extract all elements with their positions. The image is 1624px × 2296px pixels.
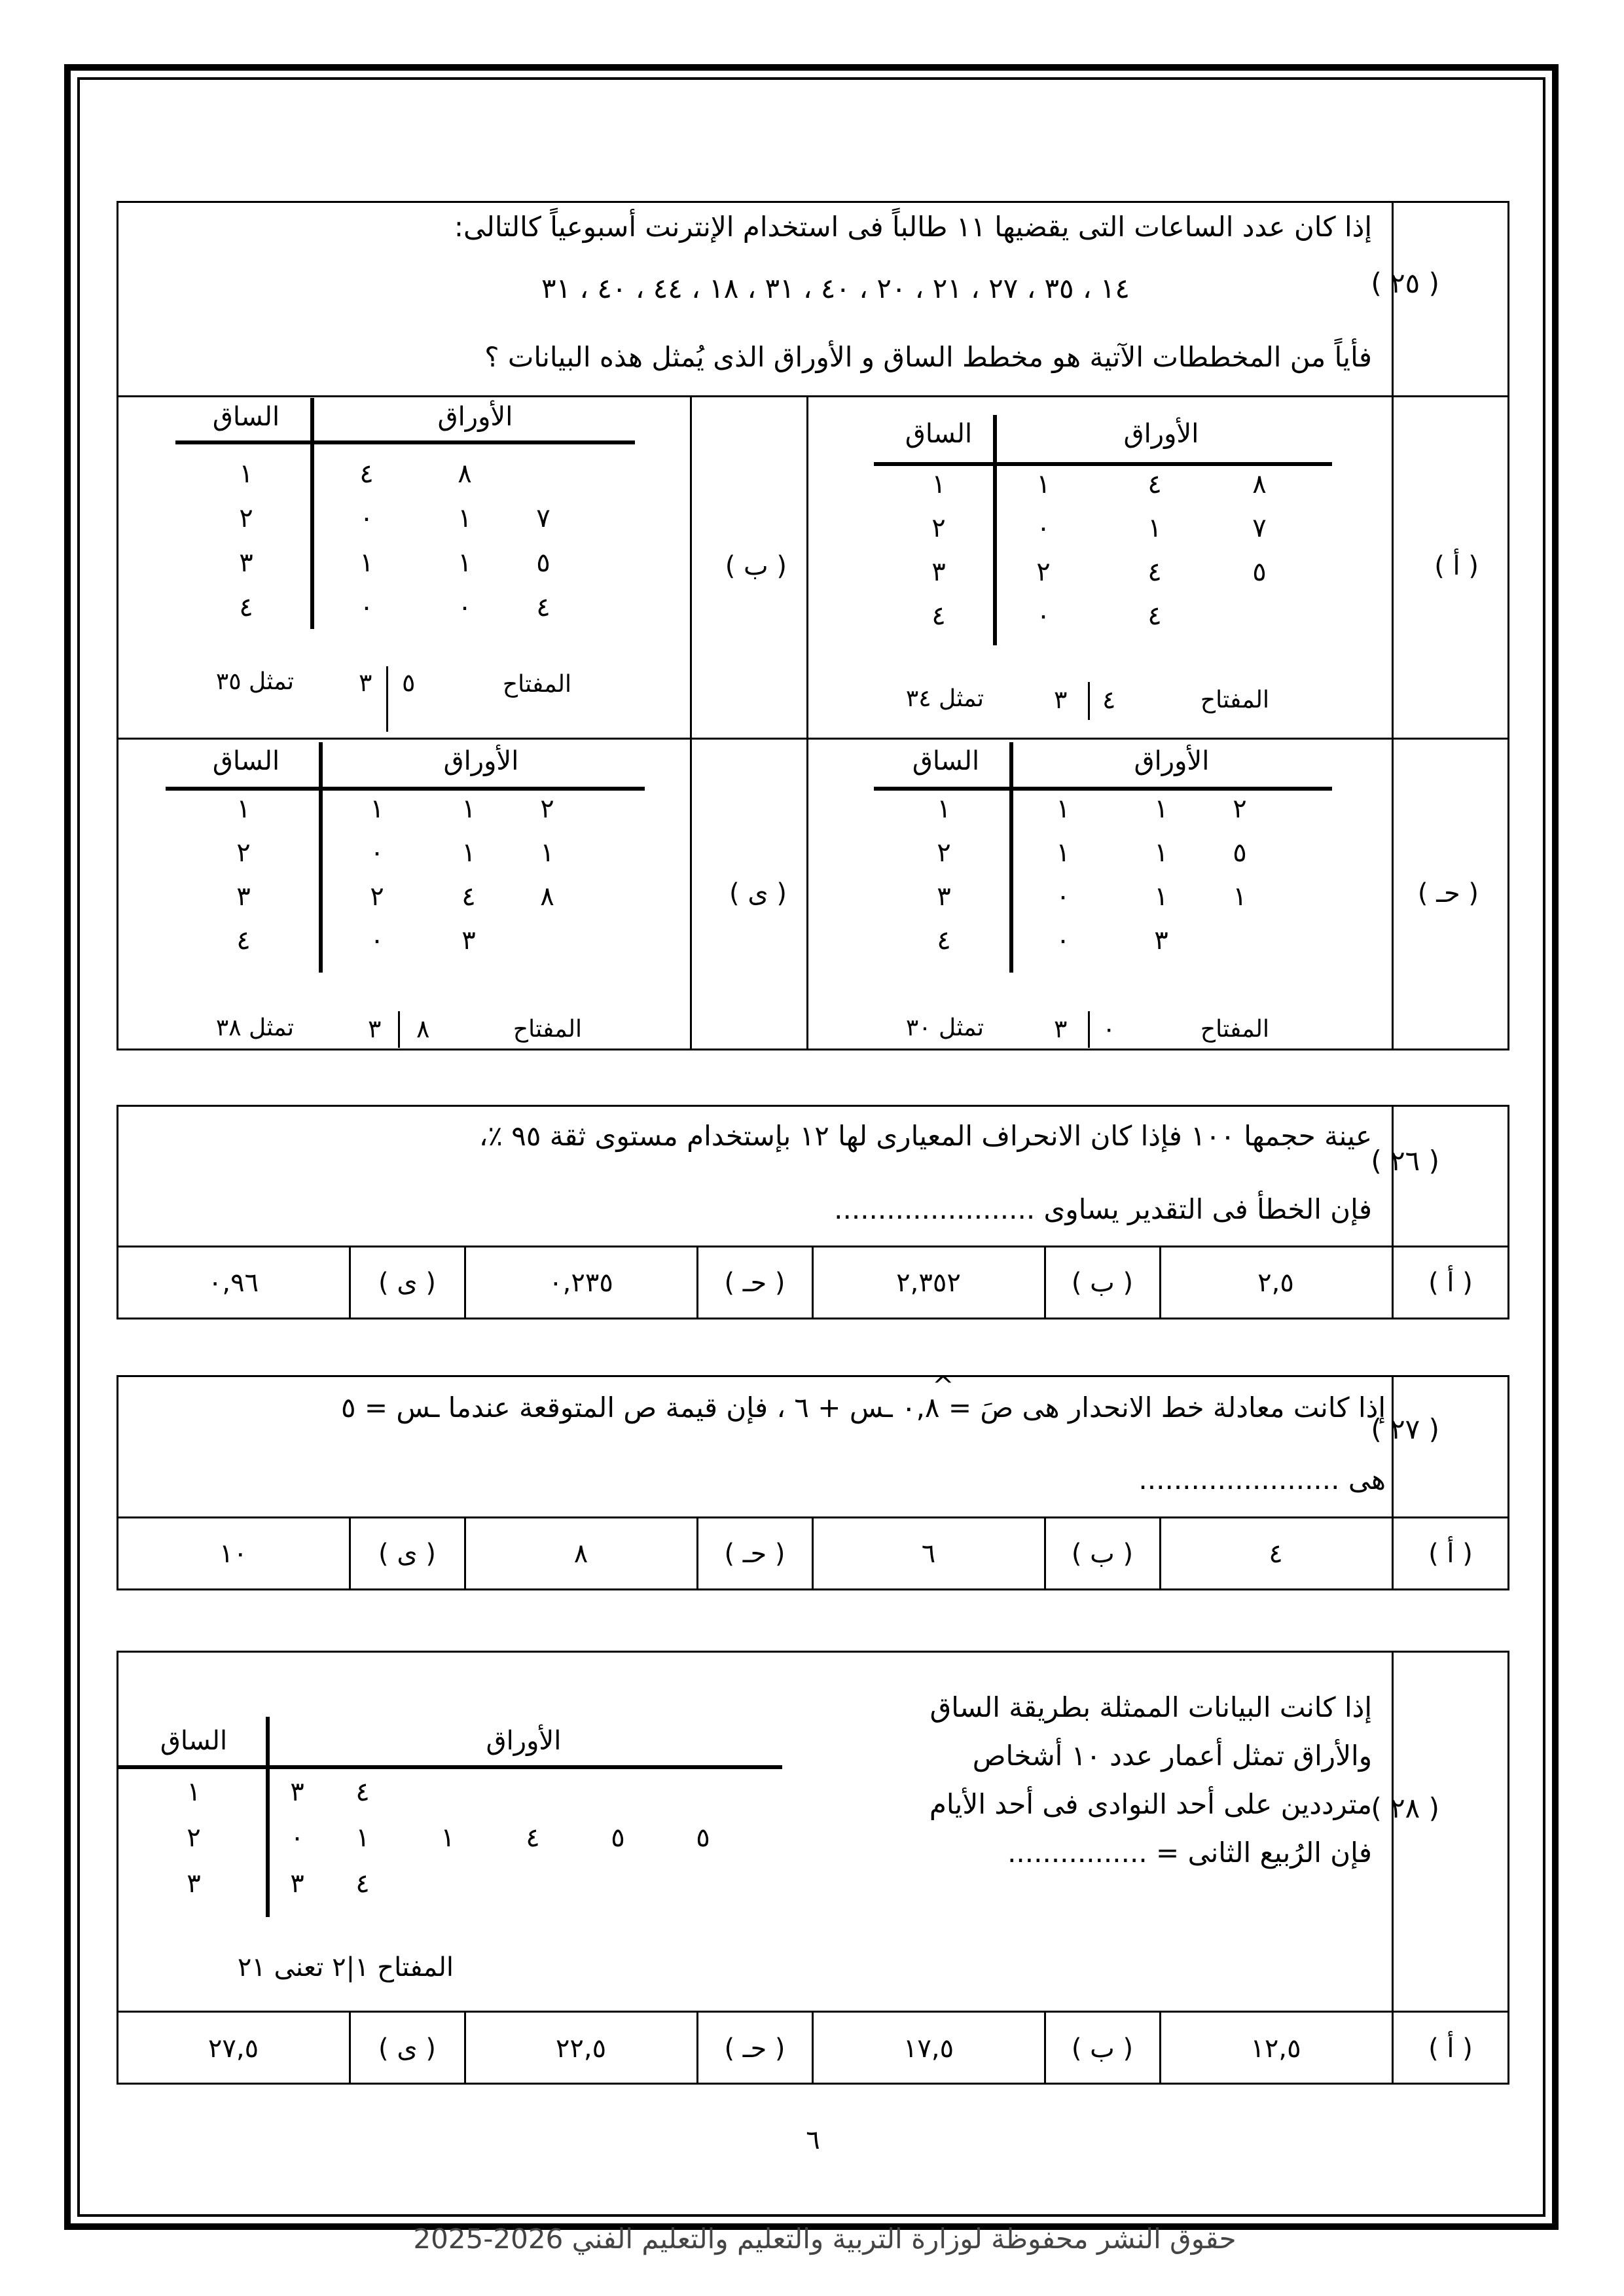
rule-line [1392, 1105, 1394, 1319]
text-q25-plot_d-leaves-1-2: ١ [540, 838, 554, 868]
question-number: ( ٢٧ ) [1371, 1413, 1439, 1445]
text-q25-plot_a-stems-3: ٤ [931, 601, 946, 631]
text-q25-plot_b-stems-0: ١ [239, 459, 253, 489]
text-q25-plot_c-stems-2: ٣ [937, 882, 951, 912]
text-q28-plot-leaves-1-0: ٠ [290, 1823, 304, 1853]
text-q28-plot-leaves-1-2: ١ [441, 1823, 455, 1853]
rule-line [175, 440, 635, 444]
choice-a-value[interactable]: ١٢,٥ [1250, 2034, 1301, 2064]
text-q25-plot_c-stems-0: ١ [937, 794, 951, 824]
text-q25-plot_a-leaves-0-0: ١ [1036, 469, 1051, 499]
text-q25-plot_a-key_leaf: ٤ [1102, 685, 1116, 714]
rule-line [319, 742, 323, 973]
text-q25-plot_c-leaves-0-2: ٢ [1233, 794, 1247, 824]
text-q25-plot_b-leaves-1-2: ٧ [536, 503, 550, 533]
text-q25-plot_b-leaves-3-2: ٤ [536, 592, 550, 622]
text-q25-plot_d-leaves-1-0: ٠ [370, 838, 384, 868]
question-number: ( ٢٥ ) [1371, 267, 1439, 299]
text-q25-plot_a-leaves-2-0: ٢ [1036, 557, 1051, 587]
text-q25-plot_a-stems-2: ٣ [931, 557, 946, 587]
choice-d-value[interactable]: ١٠ [219, 1539, 247, 1569]
choice-d-value[interactable]: ٠,٩٦ [208, 1268, 259, 1298]
rule-line [874, 462, 1332, 466]
choice-d-label[interactable]: ( ى ) [729, 878, 787, 908]
text-q28-plot-leaves-0-0: ٣ [290, 1777, 304, 1807]
data-values: ١٤ ، ٣٥ ، ٢٧ ، ٢١ ، ٢٠ ، ٤٠ ، ٣١ ، ١٨ ، ٤٤ ، ٤٠ ، ٣١ [541, 272, 1130, 304]
text-q25-plot_b-stems-2: ٣ [239, 548, 253, 578]
text-q25-plot_a-leaves-2-2: ٥ [1252, 557, 1267, 587]
question-text-line-1: إذا كانت البيانات الممثلة بطريقة الساق [929, 1691, 1372, 1723]
question-text: إذا كانت معادلة خط الانحدار هى صَ = ٠,٨ ـس + ٦ ، فإن قيمة ص المتوقعة عندما ـس = ٥ [340, 1391, 1386, 1424]
rule-line [166, 787, 645, 791]
text-q28-plot-leaves-1-3: ٤ [526, 1823, 540, 1853]
text-q25-plot_a-leaves-3-1: ٤ [1147, 601, 1162, 631]
rule-line [1392, 1375, 1394, 1590]
text-q25-plot_c-key_meaning: تمثل ٣٠ [905, 1014, 984, 1041]
text-q25-plot_c-leaves-0-0: ١ [1056, 794, 1070, 824]
choice-b-label[interactable]: ( ب ) [725, 551, 787, 581]
text-q25-plot_c-leaves-1-0: ١ [1056, 838, 1070, 868]
text-q25-plot_d-leaves-0-0: ١ [370, 794, 384, 824]
text-q25-plot_a-key_stem: ٣ [1054, 685, 1068, 714]
question-text-line-3: مترددين على أحد النوادى فى أحد الأيام [929, 1788, 1372, 1820]
choice-c-label[interactable]: ( حـ ) [1417, 878, 1479, 908]
rule-line [806, 395, 808, 1050]
text-q28-plot-leaves-1-5: ٥ [696, 1823, 710, 1853]
text-q25-plot_c-leaves-0-1: ١ [1154, 794, 1168, 824]
text-q25-plot_d-stem_title: الساق [212, 746, 280, 776]
choice-c-value[interactable]: ٠,٢٣٥ [549, 1268, 613, 1298]
text-q25-plot_a-stem_title: الساق [905, 419, 973, 449]
text-q28-plot-stems-1: ٢ [187, 1823, 201, 1853]
text-q25-plot_d-leaves-0-1: ١ [461, 794, 476, 824]
rule-line [386, 666, 388, 732]
question-text-line-2: والأراق تمثل أعمار عدد ١٠ أشخاص [972, 1740, 1372, 1772]
rule-line [1088, 1011, 1090, 1048]
question-text-2: فإن الخطأ فى التقدير يساوى ....................... [834, 1193, 1372, 1225]
rule-line [118, 1765, 782, 1769]
choice-a-label[interactable]: ( أ ) [1428, 1539, 1473, 1569]
text-q25-plot_b-stems-1: ٢ [239, 503, 253, 533]
text-q25-plot_b-stem_title: الساق [212, 402, 280, 432]
rule-line [1392, 201, 1394, 1050]
choice-c-value[interactable]: ٢٢,٥ [555, 2034, 607, 2064]
text-q25-plot_b-leaves-2-1: ١ [458, 548, 472, 578]
question-text-2: هى ....................... [1138, 1463, 1386, 1496]
text-q28-plot-leaves-2-0: ٣ [290, 1869, 304, 1899]
text-q25-plot_c-leaves-2-2: ١ [1233, 882, 1247, 912]
choice-b-label[interactable]: ( ب ) [1071, 1539, 1134, 1569]
text-q25-plot_d-key_stem: ٣ [368, 1014, 382, 1043]
text-q25-plot_d-leaf_title: الأوراق [443, 746, 519, 776]
text-q25-plot_a-leaves-2-1: ٤ [1147, 557, 1162, 587]
rule-line [117, 395, 1509, 397]
question-number: ( ٢٦ ) [1371, 1145, 1439, 1177]
text-q25-plot_d-leaves-1-1: ١ [461, 838, 476, 868]
text-q25-plot_b-leaves-0-0: ٤ [359, 459, 374, 489]
text-q25-plot_c-leaves-2-0: ٠ [1056, 882, 1070, 912]
choice-d-label[interactable]: ( ى ) [378, 1539, 436, 1569]
copyright-footer: حقوق النشر محفوظة لوزارة التربية والتعليم والتعليم الفني 2026-2025 [413, 2223, 1236, 2255]
rule-line [1009, 742, 1013, 973]
text-q25-plot_a-leaves-0-2: ٨ [1252, 469, 1267, 499]
text-q25-plot_d-leaves-2-0: ٢ [370, 882, 384, 912]
rule-line [117, 738, 1509, 740]
text-q25-plot_b-leaves-1-1: ١ [458, 503, 472, 533]
text-q25-plot_d-stems-0: ١ [236, 794, 251, 824]
text-q25-plot_b-leaves-3-0: ٠ [359, 592, 374, 622]
text-q25-plot_b-key_meaning: تمثل ٣٥ [215, 668, 294, 695]
text-q25-plot_d-key_label: المفتاح [513, 1016, 582, 1043]
text-q25-plot_c-leaves-1-1: ١ [1154, 838, 1168, 868]
rule-line [874, 787, 1332, 791]
text-q25-plot_d-key_meaning: تمثل ٣٨ [215, 1014, 294, 1041]
text-q25-plot_b-leaves-2-2: ٥ [536, 548, 550, 578]
text-q25-plot_c-stem_title: الساق [912, 746, 980, 776]
rule-line [266, 1717, 270, 1917]
text-q28-plot-stems-2: ٣ [187, 1869, 201, 1899]
choice-b-label[interactable]: ( ب ) [1071, 1268, 1134, 1298]
text-q25-plot_a-leaf_title: الأوراق [1123, 419, 1199, 449]
rule-line [1392, 2011, 1394, 2085]
choice-b-value[interactable]: ٦ [921, 1539, 936, 1569]
text-q25-plot_d-key_leaf: ٨ [416, 1014, 430, 1043]
choice-a-label[interactable]: ( أ ) [1434, 551, 1479, 581]
text-q25-plot_a-stems-1: ٢ [931, 513, 946, 543]
text-q25-plot_d-leaves-2-1: ٤ [461, 882, 476, 912]
choice-a-value[interactable]: ٤ [1269, 1539, 1283, 1569]
text-q25-plot_a-leaves-3-0: ٠ [1036, 601, 1051, 631]
text-q25-plot_c-leaves-2-1: ١ [1154, 882, 1168, 912]
text-q25-plot_c-leaves-3-0: ٠ [1056, 925, 1070, 956]
text-q28-plot-leaves-2-1: ٤ [355, 1869, 370, 1899]
question-number: ( ٢٨ ) [1371, 1792, 1439, 1824]
choice-c-label[interactable]: ( حـ ) [724, 2034, 785, 2064]
choice-b-value[interactable]: ١٧,٥ [903, 2034, 954, 2064]
text-q25-plot_c-stems-1: ٢ [937, 838, 951, 868]
text-q25-plot_a-leaves-1-2: ٧ [1252, 513, 1267, 543]
text-q25-plot_a-key_meaning: تمثل ٣٤ [905, 685, 984, 712]
choice-d-label[interactable]: ( ى ) [378, 2034, 436, 2064]
q25-box [117, 201, 1509, 1050]
choice-c-label[interactable]: ( حـ ) [724, 1268, 785, 1298]
text-q25-plot_c-leaf_title: الأوراق [1134, 746, 1210, 776]
text-q25-plot_a-leaves-0-1: ٤ [1147, 469, 1162, 499]
text-q28-plot-leaves-0-1: ٤ [355, 1777, 370, 1807]
text-q25-plot_b-leaves-1-0: ٠ [359, 503, 374, 533]
text-q28-plot-leaves-1-4: ٥ [611, 1823, 625, 1853]
choice-a-value[interactable]: ٢,٥ [1257, 1268, 1294, 1298]
rule-line [1088, 682, 1090, 720]
text-q28-plot-leaf_title: الأوراق [486, 1726, 562, 1756]
text-q25-plot_a-stems-0: ١ [931, 469, 946, 499]
text-q28-plot-stems-0: ١ [187, 1777, 201, 1807]
text-q25-plot_a-leaves-1-0: ٠ [1036, 513, 1051, 543]
text-q25-plot_b-key_stem: ٣ [359, 668, 372, 697]
text-q25-plot_d-stems-3: ٤ [236, 925, 251, 956]
rule-line [310, 398, 314, 629]
choice-c-value[interactable]: ٨ [573, 1539, 588, 1569]
hat-symbol: ^ [932, 1371, 954, 1401]
text-q25-plot_a-key_label: المفتاح [1200, 687, 1269, 713]
text-q25-plot_d-leaves-2-2: ٨ [540, 882, 554, 912]
choice-c-label[interactable]: ( حـ ) [724, 1539, 785, 1569]
text-q25-plot_c-stems-3: ٤ [937, 925, 951, 956]
text-q25-plot_d-stems-2: ٣ [236, 882, 251, 912]
rule-line [398, 1011, 400, 1048]
choice-a-label[interactable]: ( أ ) [1428, 2034, 1473, 2064]
text-q25-plot_c-key_leaf: ٠ [1102, 1014, 1116, 1043]
text-q25-plot_c-leaves-1-2: ٥ [1233, 838, 1247, 868]
choice-b-label[interactable]: ( ب ) [1071, 2034, 1134, 2064]
choice-d-value[interactable]: ٢٧,٥ [208, 2034, 259, 2064]
text-q25-plot_b-leaves-2-0: ١ [359, 548, 374, 578]
text-q25-plot_d-leaves-0-2: ٢ [540, 794, 554, 824]
choice-b-value[interactable]: ٢,٣٥٢ [896, 1268, 961, 1298]
text-q25-plot_b-leaves-0-1: ٨ [458, 459, 472, 489]
text-q25-plot_c-key_label: المفتاح [1200, 1016, 1269, 1043]
plot-key: المفتاح ١|٢ تعنى ٢١ [237, 1952, 454, 1982]
question-text: إذا كان عدد الساعات التى يقضيها ١١ طالباً فى استخدام الإنترنت أسبوعياً كالتالى: [454, 211, 1372, 243]
question-text: عينة حجمها ١٠٠ فإذا كان الانحراف المعيارى لها ١٢ بإستخدام مستوى ثقة ٩٥ ٪، [478, 1120, 1372, 1152]
question-text-line-4: فإن الرُبيع الثانى = ................ [1007, 1837, 1372, 1869]
text-q25-plot_d-leaves-3-0: ٠ [370, 925, 384, 956]
choice-d-label[interactable]: ( ى ) [378, 1268, 436, 1298]
rule-line [993, 415, 997, 645]
text-q25-plot_b-leaves-3-1: ٠ [458, 592, 472, 622]
text-q25-plot_b-leaf_title: الأوراق [437, 402, 513, 432]
text-q25-plot_a-leaves-1-1: ١ [1147, 513, 1162, 543]
text-q25-plot_d-stems-1: ٢ [236, 838, 251, 868]
text-q28-plot-stem_title: الساق [160, 1726, 228, 1756]
text-q25-plot_c-leaves-3-1: ٣ [1154, 925, 1168, 956]
rule-line [1392, 1651, 1394, 2011]
text-q25-plot_b-key_leaf: ٥ [402, 668, 416, 697]
choice-a-label[interactable]: ( أ ) [1428, 1268, 1473, 1298]
text-q25-plot_c-key_stem: ٣ [1054, 1014, 1068, 1043]
question-prompt: فأياً من المخططات الآتية هو مخطط الساق و الأوراق الذى يُمثل هذه البيانات ؟ [484, 341, 1372, 373]
rule-line [690, 395, 692, 1050]
page-number: ٦ [806, 2125, 820, 2155]
text-q25-plot_b-stems-3: ٤ [239, 592, 253, 622]
text-q25-plot_b-key_label: المفتاح [502, 671, 571, 698]
text-q25-plot_d-leaves-3-1: ٣ [461, 925, 476, 956]
text-q28-plot-leaves-1-1: ١ [355, 1823, 370, 1853]
